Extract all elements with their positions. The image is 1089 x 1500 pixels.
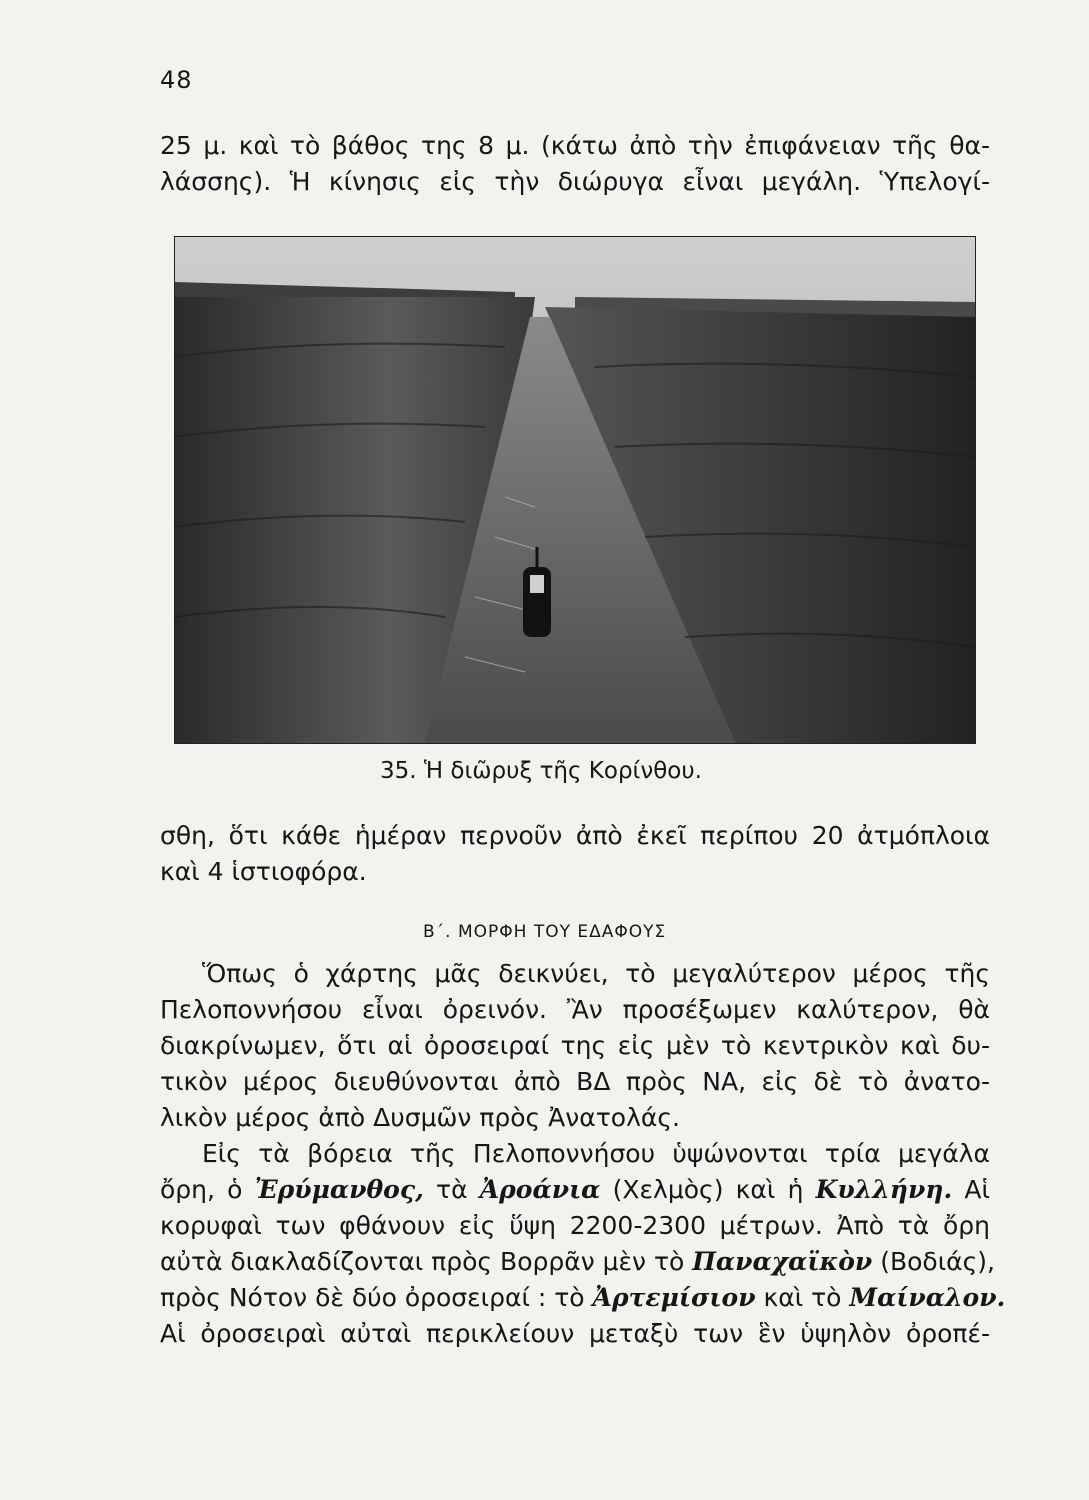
- canal-photo: [174, 236, 976, 744]
- mountain-name: Ἀρτεμίσιον: [592, 1283, 756, 1312]
- mountain-name: Μαίναλον.: [849, 1283, 1006, 1312]
- after-figure-paragraph: [160, 818, 990, 890]
- section-paragraph-1: [160, 956, 990, 1136]
- text-line: Πελοποννήσου εἶναι ὀρεινόν. Ἂν προσέξωμεν καλύτερον, θὰ: [160, 995, 990, 1024]
- text-run: τὰ: [423, 1175, 480, 1204]
- text-run: (Χελμὸς) καὶ ἡ: [600, 1175, 816, 1204]
- text-run: καὶ τὸ: [755, 1283, 850, 1312]
- text-run: ὄρη, ὁ: [160, 1175, 255, 1204]
- text-line: [160, 1244, 996, 1280]
- section-heading: Β΄. ΜΟΡΦΗ ΤΟΥ ΕΔΑΦΟΥΣ: [423, 922, 667, 942]
- text-line: κορυφαὶ των φθάνουν εἰς ὕψη 2200-2300 μέτρων. Ἀπὸ τὰ ὄρη: [160, 1211, 990, 1240]
- text-line: Εἰς τὰ βόρεια τῆς Πελοποννήσου ὑψώνονται τρία μεγάλα: [202, 1139, 990, 1168]
- text-run: (Βοδιάς),: [872, 1247, 996, 1276]
- text-run: Αἱ: [952, 1175, 990, 1204]
- page-number: 48: [160, 66, 193, 94]
- mountain-name: Ἐρύμανθος,: [254, 1175, 424, 1204]
- text-line: [160, 1280, 1006, 1316]
- section-paragraph-2: [160, 1136, 1006, 1352]
- text-line: τικὸν μέρος διευθύνονται ἀπὸ ΒΔ πρὸς ΝΑ, εἰς δὲ τὸ ἀνατο-: [160, 1067, 990, 1096]
- text-line: 25 μ. καὶ τὸ βάθος της 8 μ. (κάτω ἀπὸ τὴν ἐπιφάνειαν τῆς θα-: [160, 131, 990, 160]
- text-line: Αἱ ὀροσειραὶ αὐταὶ περικλείουν μεταξὺ των ἓν ὑψηλὸν ὀροπέ-: [160, 1319, 990, 1348]
- figure-caption: 35. Ἡ διῶρυξ τῆς Κορίνθου.: [380, 758, 702, 784]
- text-line: διακρίνωμεν, ὅτι αἱ ὀροσειραί της εἰς μὲν τὸ κεντρικὸν καὶ δυ-: [160, 1031, 990, 1060]
- mountain-name: Ἀροάνια: [479, 1175, 601, 1204]
- text-line: καὶ 4 ἱστιοφόρα.: [160, 857, 367, 886]
- mountain-name: Κυλλήνη.: [815, 1175, 953, 1204]
- top-paragraph: [160, 128, 990, 200]
- text-run: αὐτὰ διακλαδίζονται πρὸς Βορρᾶν μὲν τὸ: [160, 1247, 693, 1276]
- text-line: Ὅπως ὁ χάρτης μᾶς δεικνύει, τὸ μεγαλύτερον μέρος τῆς: [202, 959, 990, 988]
- text-run: πρὸς Νότον δὲ δύο ὀροσειραί : τὸ: [160, 1283, 593, 1312]
- text-line: σθη, ὅτι κάθε ἡμέραν περνοῦν ἀπὸ ἐκεῖ περίπου 20 ἀτμόπλοια: [160, 821, 990, 850]
- mountain-name: Παναχαϊκὸν: [692, 1247, 873, 1276]
- text-line: λικὸν μέρος ἀπὸ Δυσμῶν πρὸς Ἀνατολάς.: [160, 1103, 680, 1132]
- text-line: [160, 1172, 990, 1208]
- text-line: λάσσης). Ἡ κίνησις εἰς τὴν διώρυγα εἶναι μεγάλη. Ὑπελογί-: [160, 167, 990, 196]
